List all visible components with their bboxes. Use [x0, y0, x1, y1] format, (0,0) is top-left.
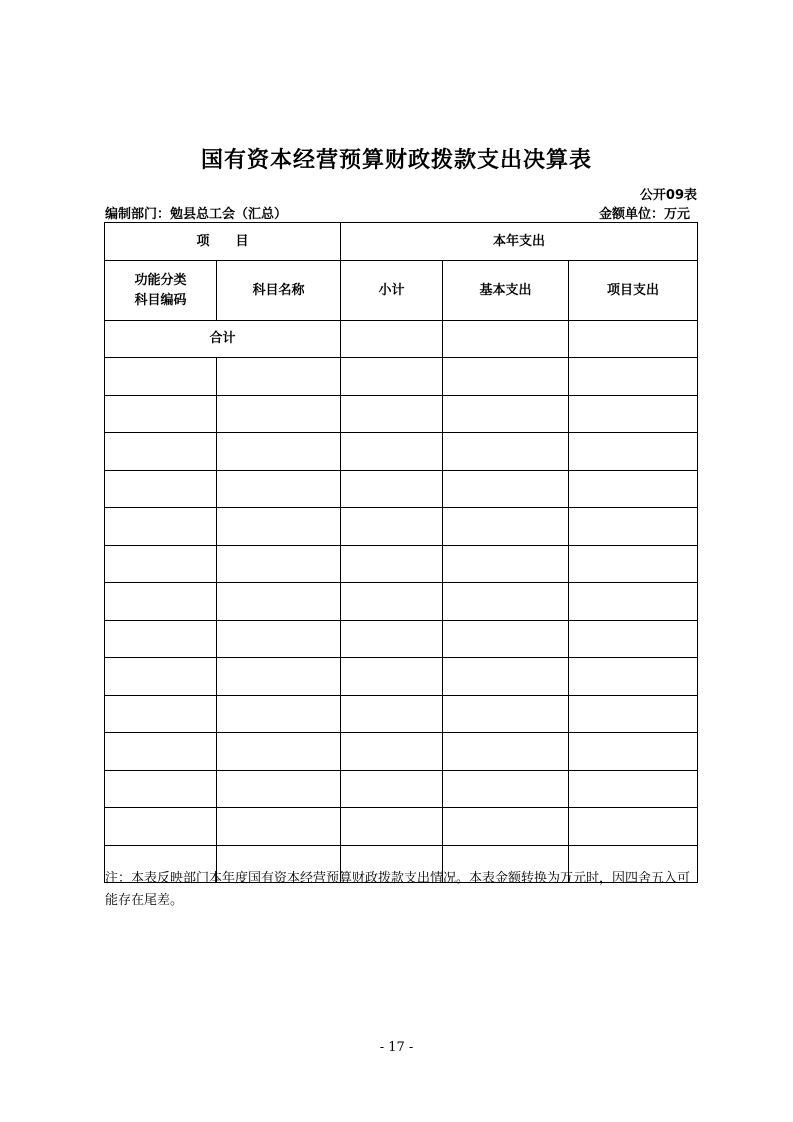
table-cell — [341, 658, 443, 696]
table-cell — [217, 695, 341, 733]
department-label: 编制部门：勉县总工会（汇总） — [105, 207, 288, 222]
table-cell — [105, 808, 217, 846]
table-cell — [217, 808, 341, 846]
page-title: 国有资本经营预算财政拨款支出决算表 — [200, 148, 592, 173]
table-cell — [569, 433, 698, 471]
table-cell — [443, 695, 569, 733]
table-cell — [443, 470, 569, 508]
table-cell — [341, 808, 443, 846]
total-label: 合计 — [105, 321, 341, 358]
table-cell — [443, 583, 569, 621]
total-row — [105, 321, 698, 358]
table-cell — [569, 808, 698, 846]
table-cell — [341, 395, 443, 433]
table-cell — [217, 395, 341, 433]
meta-row — [105, 203, 690, 222]
header-row-1 — [105, 223, 698, 261]
table-cell — [569, 470, 698, 508]
col-project: 项目支出 — [569, 261, 698, 321]
table-row — [105, 545, 698, 583]
table-cell — [569, 358, 698, 396]
table-cell — [341, 545, 443, 583]
table-cell — [105, 395, 217, 433]
header-current-year: 本年支出 — [341, 223, 698, 261]
table-number: 公开09表 — [639, 188, 697, 203]
table-row — [105, 658, 698, 696]
table-cell — [569, 733, 698, 771]
table-cell — [569, 620, 698, 658]
table-cell — [217, 545, 341, 583]
col-subtotal: 小计 — [341, 261, 443, 321]
table-cell — [443, 770, 569, 808]
table-cell — [341, 358, 443, 396]
table-cell — [569, 395, 698, 433]
total-subtotal — [341, 321, 443, 358]
total-project — [569, 321, 698, 358]
table-row — [105, 508, 698, 546]
table-cell — [105, 770, 217, 808]
expenditure-table — [104, 222, 698, 883]
table-cell — [217, 470, 341, 508]
table-row — [105, 733, 698, 771]
table-cell — [105, 695, 217, 733]
table-cell — [105, 358, 217, 396]
table-cell — [569, 583, 698, 621]
table-cell — [341, 470, 443, 508]
table-cell — [443, 508, 569, 546]
table-row — [105, 695, 698, 733]
footnote: 注：本表反映部门本年度国有资本经营预算财政拨款支出情况。本表金额转换为万元时，因四舍五入可能存在尾差。 — [105, 871, 691, 908]
table-cell — [105, 545, 217, 583]
table-cell — [217, 733, 341, 771]
table-cell — [105, 508, 217, 546]
table-cell — [443, 808, 569, 846]
table-cell — [105, 583, 217, 621]
table-row — [105, 470, 698, 508]
table-cell — [217, 658, 341, 696]
table-cell — [105, 470, 217, 508]
table-cell — [217, 620, 341, 658]
table-cell — [569, 695, 698, 733]
table-cell — [217, 770, 341, 808]
table-cell — [105, 620, 217, 658]
table-row — [105, 358, 698, 396]
table-row — [105, 583, 698, 621]
table-cell — [443, 358, 569, 396]
table-cell — [341, 583, 443, 621]
table-cell — [217, 583, 341, 621]
table-row — [105, 395, 698, 433]
table-cell — [341, 770, 443, 808]
page-number: - 17 - — [379, 1040, 414, 1055]
table-cell — [105, 433, 217, 471]
table-cell — [341, 433, 443, 471]
table-cell — [217, 433, 341, 471]
table-cell — [341, 733, 443, 771]
table-cell — [443, 545, 569, 583]
total-basic — [443, 321, 569, 358]
table-cell — [569, 545, 698, 583]
table-row — [105, 770, 698, 808]
table-cell — [443, 658, 569, 696]
header-item: 项 目 — [105, 223, 341, 261]
table-cell — [569, 508, 698, 546]
table-cell — [217, 508, 341, 546]
table-cell — [443, 395, 569, 433]
table-cell — [443, 620, 569, 658]
table-row — [105, 620, 698, 658]
table-cell — [341, 620, 443, 658]
table-cell — [341, 695, 443, 733]
table-cell — [105, 658, 217, 696]
unit-label: 金额单位：万元 — [598, 207, 690, 222]
table-cell — [105, 733, 217, 771]
col-func-code: 功能分类 科目编码 — [105, 261, 217, 321]
table-cell — [341, 508, 443, 546]
col-subject-name: 科目名称 — [217, 261, 341, 321]
table-row — [105, 433, 698, 471]
table-cell — [443, 733, 569, 771]
table-row — [105, 808, 698, 846]
header-row-2 — [105, 261, 698, 321]
table-cell — [217, 358, 341, 396]
col-basic: 基本支出 — [443, 261, 569, 321]
table-cell — [569, 658, 698, 696]
table-cell — [443, 433, 569, 471]
table-cell — [569, 770, 698, 808]
